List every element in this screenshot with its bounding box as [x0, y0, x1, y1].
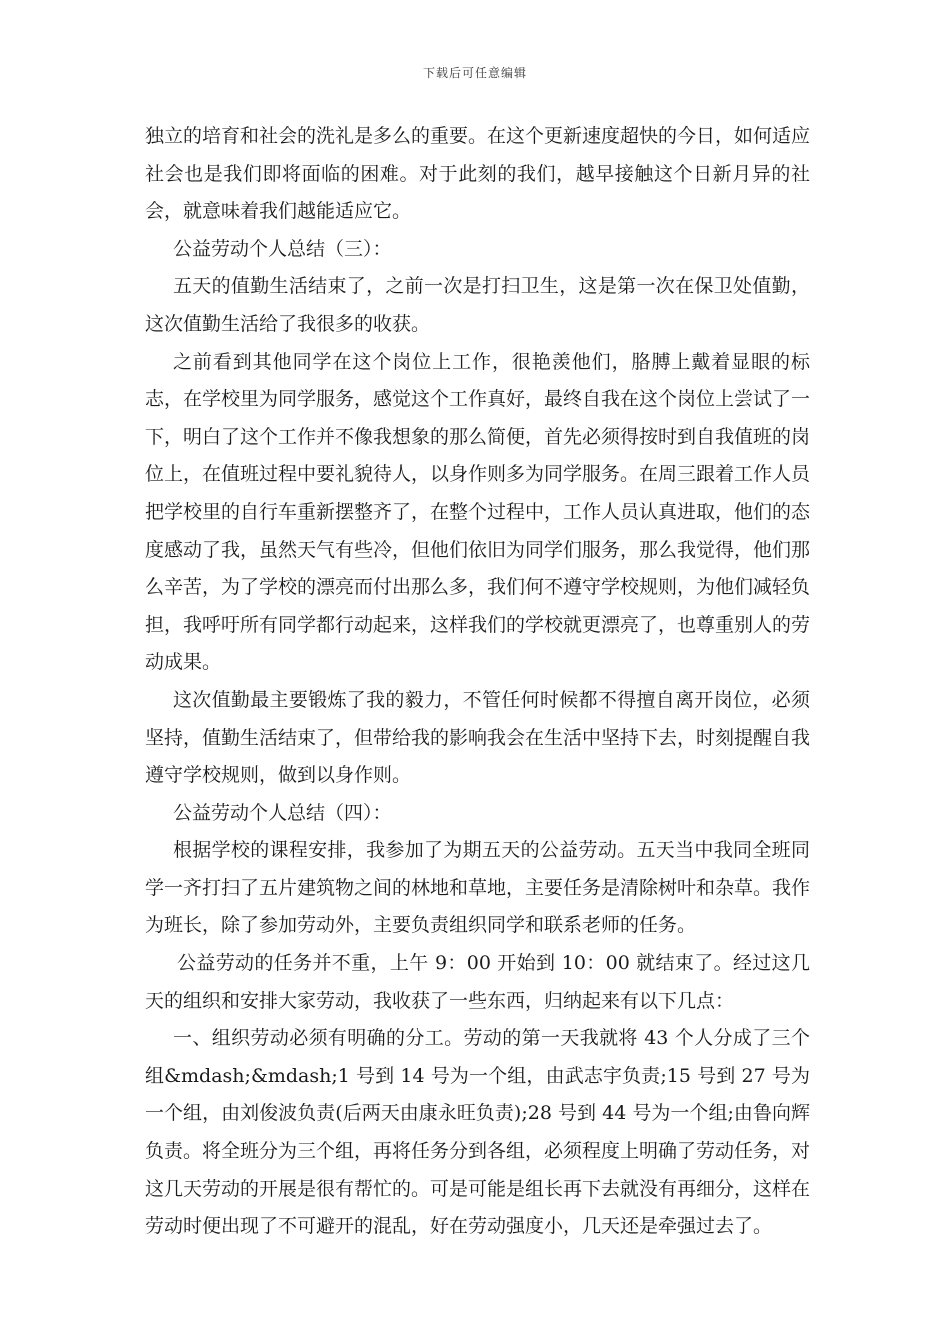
- paragraph: 公益劳动的任务并不重，上午 9：00 开始到 10：00 就结束了。经过这几天的组织和安排大家劳动，我收获了一些东西，归纳起来有以下几点：: [145, 952, 810, 1012]
- section-heading: 公益劳动个人总结（三）：: [173, 237, 392, 260]
- paragraph: 这次值勤最主要锻炼了我的毅力，不管任何时候都不得擅自离开岗位，必须坚持，值勤生活结束了，但带给我的影响我会在生活中坚持下去，时刻提醒自我遵守学校规则，做到以身作则。: [145, 688, 811, 787]
- document-body: [145, 118, 810, 1246]
- paragraph: 五天的值勤生活结束了，之前一次是打扫卫生，这是第一次在保卫处值勤，这次值勤生活给了我很多的收获。: [145, 275, 810, 335]
- paragraph: 一、组织劳动必须有明确的分工。劳动的第一天我就将 43 个人分成了三个组&mdash;&mdash;1 号到 14 号为一个组，由武志宇负责;15 号到 27 号为一个组，由刘俊波负责(后两天由康永旺负责);28 号到 44 号为一个组;由鲁向辉负责。将全班分为三个组，再将任务分到各组，必须程度上明确了劳动任务，对这几天劳动的开展是很有帮忙的。可是可能是组长再下去就没有再细分，这样在劳动时便出现了不可避开的混乱，好在劳动强度小，几天还是牵强过去了。: [145, 1027, 811, 1238]
- paragraph-continued: 独立的培育和社会的洗礼是多么的重要。在这个更新速度超快的今日，如何适应社会也是我们即将面临的困难。对于此刻的我们，越早接触这个日新月异的社会，就意味着我们越能适应它。: [145, 125, 811, 223]
- paragraph: 根据学校的课程安排，我参加了为期五天的公益劳动。五天当中我同全班同学一齐打扫了五片建筑物之间的林地和草地，主要任务是清除树叶和杂草。我作为班长，除了参加劳动外，主要负责组织同学和联系老师的任务。: [145, 839, 811, 937]
- paragraph: 之前看到其他同学在这个岗位上工作，很艳羡他们，胳膊上戴着显眼的标志，在学校里为同学服务，感觉这个工作真好，最终自我在这个岗位上尝试了一下，明白了这个工作并不像我想象的那么简便，首先必须得按时到自我值班的岗位上，在值班过程中要礼貌待人，以身作则多为同学服务。在周三跟着工作人员把学校里的自行车重新摆整齐了，在整个过程中，工作人员认真进取，他们的态度感动了我，虽然天气有些冷，但他们依旧为同学们服务，那么我觉得，他们那么辛苦，为了学校的漂亮而付出那么多，我们何不遵守学校规则，为他们减轻负担，我呼吁所有同学都行动起来，这样我们的学校就更漂亮了，也尊重别人的劳动成果。: [145, 350, 811, 674]
- section-heading: 公益劳动个人总结（四）：: [173, 801, 392, 824]
- page-header: 下载后可任意编辑: [422, 66, 527, 80]
